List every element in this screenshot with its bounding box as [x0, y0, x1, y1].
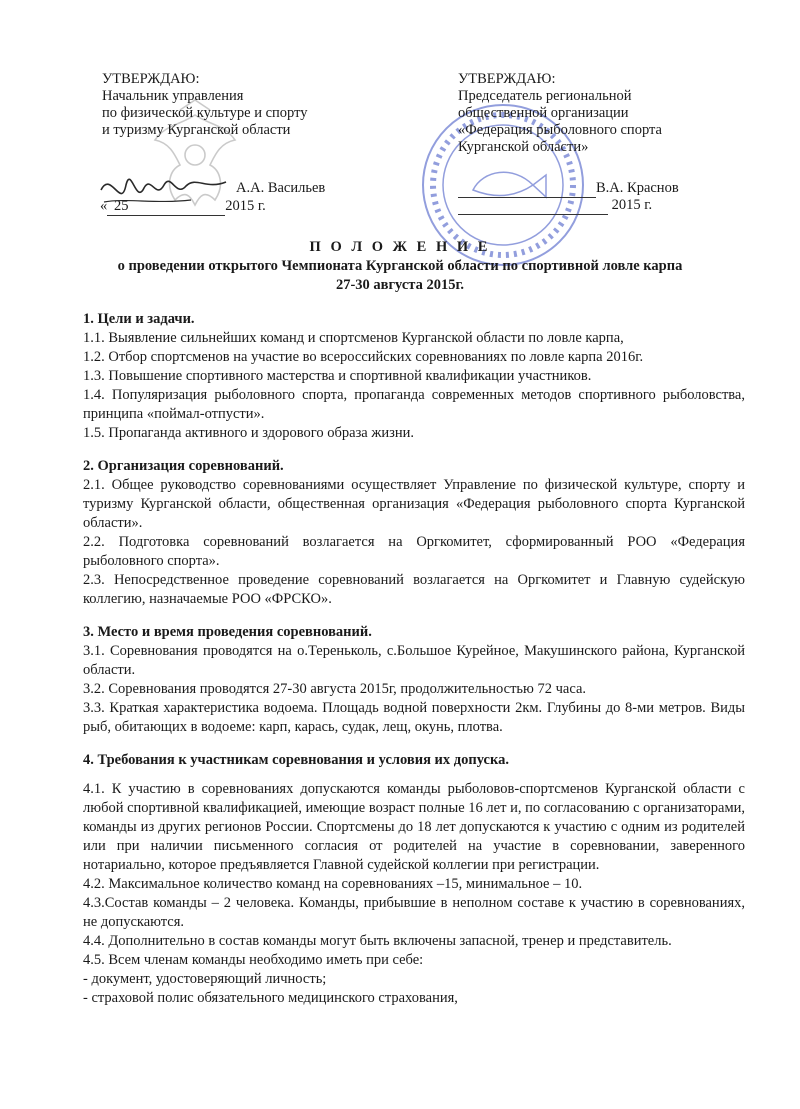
section-item: 2.2. Подготовка соревнований возлагается на Оргкомитет, сформированный РОО «Федерация рыболовного спорта». [83, 534, 745, 569]
section-item: 4.5. Всем членам команды необходимо иметь при себе: [83, 952, 424, 968]
approval-line: Начальник управления [102, 88, 244, 104]
section-item: 4.3.Состав команды – 2 человека. Команды, прибывшие в неполном составе к участию в соревнованиях, не допускаются. [83, 895, 745, 930]
approval-line: Курганской области» [458, 139, 589, 155]
section-heading: 4. Требования к участникам соревнования и условия их допуска. [83, 752, 509, 768]
section-item: 1.4. Популяризация рыболовного спорта, пропаганда современных методов спортивного рыболовства, принципа «поймал-отпусти». [83, 387, 745, 422]
signatory-name-right: В.А. Краснов [458, 180, 679, 198]
section-item: 1.5. Пропаганда активного и здорового образа жизни. [83, 425, 415, 441]
document-title [0, 238, 800, 295]
document-body [83, 310, 745, 1008]
title-heading: П О Л О Ж Е Н И Е [309, 239, 491, 255]
section-item: 1.1. Выявление сильнейших команд и спортсменов Курганской области по ловле карпа, [83, 330, 624, 346]
section-2 [83, 457, 745, 609]
section-item: 3.3. Краткая характеристика водоема. Площадь водной поверхности 2км. Глубины до 8-ми метров. Виды рыб, обитающих в водоеме: карп, карась, судак, лещ, окунь, плотва. [83, 700, 745, 735]
section-item: - страховой полис обязательного медицинского страхования, [83, 990, 458, 1006]
approval-heading: УТВЕРЖДАЮ: [458, 71, 556, 87]
section-item: 2.1. Общее руководство соревнованиями осуществляет Управление по физической культуре, спорту и туризму Курганской области, общественная организация «Федерация рыболовного спорта Курганской области». [83, 477, 745, 531]
section-item: 1.3. Повышение спортивного мастерства и спортивной квалификации участников. [83, 368, 592, 384]
section-item: 4.1. К участию в соревнованиях допускаются команды рыболовов-спортсменов Курганской области с любой спортивной квалификацией, имеющие возраст полные 16 лет и, по согласованию с организаторами, команды из других регионов России. Спортсмены до 18 лет допускаются к участию с одним из родителей или при наличии письменного согласия от родителей на участие в соревновании, заверенного нотариально, которое предъявляется Главной судейской коллегии при регистрации. [83, 781, 745, 873]
section-1 [83, 310, 745, 443]
approval-block-right [458, 71, 662, 156]
section-item: - документ, удостоверяющий личность; [83, 971, 327, 987]
approval-line: по физической культуре и спорту [102, 105, 308, 121]
section-item: 3.2. Соревнования проводятся 27-30 августа 2015г, продолжительностью 72 часа. [83, 681, 587, 697]
approval-line: «Федерация рыболовного спорта [458, 122, 662, 138]
approval-date-right: 2015 г. [458, 197, 652, 215]
title-line: 27-30 августа 2015г. [335, 277, 465, 293]
section-heading: 1. Цели и задачи. [83, 311, 195, 327]
title-line: о проведении открытого Чемпионата Курганской области по спортивной ловле карпа [117, 258, 683, 274]
approval-line: общественной организации [458, 105, 629, 121]
approval-block-left [102, 71, 308, 139]
section-item: 1.2. Отбор спортсменов на участие во всероссийских соревнованиях по ловле карпа 2016г. [83, 349, 644, 365]
approval-heading: УТВЕРЖДАЮ: [102, 71, 200, 87]
section-item: 4.4. Дополнительно в состав команды могут быть включены запасной, тренер и представитель. [83, 933, 672, 949]
section-heading: 3. Место и время проведения соревнований. [83, 624, 372, 640]
section-item: 2.3. Непосредственное проведение соревнований возлагается на Оргкомитет и Главную судейскую коллегию, назначаемые РОО «ФРСКО». [83, 572, 745, 607]
section-heading: 2. Организация соревнований. [83, 458, 284, 474]
approval-line: Председатель региональной [458, 88, 632, 104]
approval-line: и туризму Курганской области [102, 122, 291, 138]
approval-date-left: « 25 2015 г. [100, 198, 266, 214]
section-item: 3.1. Соревнования проводятся на о.Тереньколь, с.Большое Курейное, Макушинского района, Курганской области. [83, 643, 745, 678]
section-3 [83, 623, 745, 737]
section-item: 4.2. Максимальное количество команд на соревнованиях –15, минимальное – 10. [83, 876, 583, 892]
section-4 [83, 751, 745, 1008]
signatory-name-left: А.А. Васильев [236, 180, 326, 196]
